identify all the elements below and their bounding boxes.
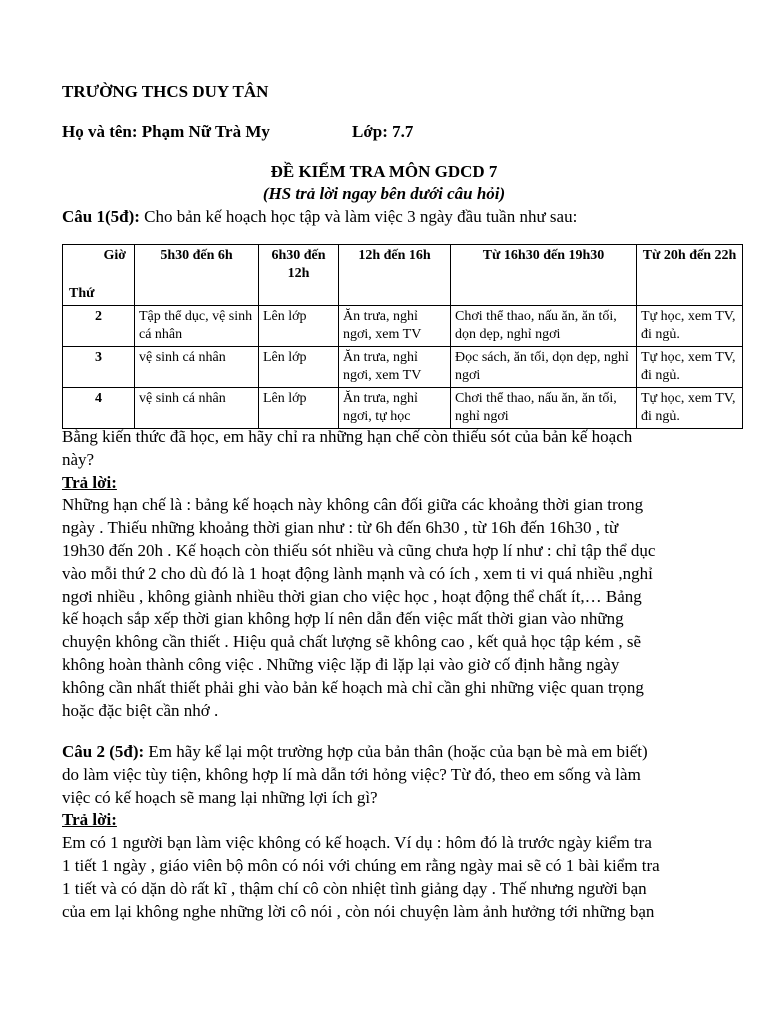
day-cell: 2 xyxy=(63,306,135,347)
answer-line: không hoàn thành công việc . Những việc lặp đi lặp lại vào giờ cố định hằng ngày xyxy=(62,654,620,674)
answer-line: ngơi nhiều , không giành nhiều thời gian cho việc học , hoạt động thể chất ít,… Bảng xyxy=(62,586,642,606)
answer-line: hoặc đặc biệt cần nhớ . xyxy=(62,700,219,720)
question-2 xyxy=(62,741,722,923)
table-cell: Tự học, xem TV, đi ngủ. xyxy=(637,388,743,429)
table-cell: Lên lớp xyxy=(259,388,339,429)
student-name: Họ và tên: Phạm Nữ Trà My xyxy=(62,122,270,141)
answer-line: chuyện không cần thiết . Hiệu quả chất lượng sẽ không cao , kết quả học tập kém , sẽ xyxy=(62,632,642,652)
answer-line: Em có 1 người bạn làm việc không có kế hoạch. Ví dụ : hôm đó là trước ngày kiểm tra xyxy=(62,833,652,853)
question-1-text: Cho bản kế hoạch học tập và làm việc 3 ngày đầu tuần như sau: xyxy=(139,207,578,226)
corner-day-label: Thứ xyxy=(69,286,95,301)
school-name: TRƯỜNG THCS DUY TÂN xyxy=(62,82,269,101)
answer-line: vào mỗi thứ 2 cho dù đó là 1 hoạt động lành mạnh và có ích , xem ti vi quá nhiều ,nghỉ xyxy=(62,563,653,583)
student-class: Lớp: 7.7 xyxy=(352,122,414,141)
table-cell: Chơi thể thao, nấu ăn, ăn tối, dọn dẹp, nghỉ ngơi xyxy=(451,306,637,347)
day-cell: 4 xyxy=(63,388,135,429)
day-cell: 3 xyxy=(63,347,135,388)
answer-line: 1 tiết 1 ngày , giáo viên bộ môn có nói với chúng em rằng ngày mai sẽ có 1 bài kiểm tra xyxy=(62,855,660,875)
answer-line: ngày . Thiếu những khoảng thời gian như : từ 6h đến 6h30 , từ 16h đến 16h30 , từ xyxy=(62,518,619,538)
table-row xyxy=(63,306,743,347)
answer-line: không cần nhất thiết phải ghi vào bản kế hoạch mà chỉ cần ghi những việc quan trọng xyxy=(62,677,644,697)
schedule-table xyxy=(62,244,743,429)
answer-line: 1 tiết và có dặn dò rất kĩ , thậm chí cô còn nhiệt tình giảng dạy . Thế nhưng người bạn xyxy=(62,878,647,898)
question-2-line xyxy=(62,741,722,764)
column-header: 6h30 đến 12h xyxy=(259,245,339,306)
column-header: Từ 20h đến 22h xyxy=(637,245,743,306)
exam-subtitle: (HS trả lời ngay bên dưới câu hỏi) xyxy=(262,184,506,203)
table-cell: Lên lớp xyxy=(259,306,339,347)
table-header-row xyxy=(63,245,743,306)
column-header: Từ 16h30 đến 19h30 xyxy=(451,245,637,306)
prompt-line: Bằng kiến thức đã học, em hãy chỉ ra những hạn chế còn thiếu sót của bản kế hoạch xyxy=(62,427,633,446)
exam-title: ĐỀ KIỂM TRA MÔN GDCD 7 xyxy=(270,162,498,181)
answer-line: 19h30 đến 20h . Kế hoạch còn thiếu sót nhiều và cũng chưa hợp lí như : chỉ tập thể dục xyxy=(62,540,656,560)
table-cell: Tự học, xem TV, đi ngủ. xyxy=(637,347,743,388)
question-1-prompt xyxy=(62,426,722,722)
answer-line: kế hoạch sắp xếp thời gian không hợp lí nên dẫn đến việc mất thời gian vào những xyxy=(62,609,624,629)
table-cell: Tập thể dục, vệ sinh cá nhân xyxy=(135,306,259,347)
question-1 xyxy=(62,207,577,227)
question-2-text: Em hãy kể lại một trường hợp của bản thân (hoặc của bạn bè mà em biết) xyxy=(144,742,648,761)
column-header: 5h30 đến 6h xyxy=(135,245,259,306)
answer-line: của em lại không nghe những lời cô nói , còn nói chuyện làm ảnh hưởng tới những bạn xyxy=(62,901,655,921)
table-row xyxy=(63,388,743,429)
corner-time-label: Giờ xyxy=(103,248,126,263)
column-header: 12h đến 16h xyxy=(339,245,451,306)
table-row xyxy=(63,347,743,388)
table-cell: Chơi thể thao, nấu ăn, ăn tối, nghỉ ngơi xyxy=(451,388,637,429)
question-2-line: do làm việc tùy tiện, không hợp lí mà dẫn tới hỏng việc? Từ đó, theo em sống và làm xyxy=(62,764,641,784)
table-cell: vệ sinh cá nhân xyxy=(135,388,259,429)
table-cell: Đọc sách, ăn tối, dọn dẹp, nghỉ ngơi xyxy=(451,347,637,388)
table-cell: vệ sinh cá nhân xyxy=(135,347,259,388)
table-cell: Lên lớp xyxy=(259,347,339,388)
table-corner-cell xyxy=(63,245,135,306)
answer-line: Những hạn chế là : bảng kế hoạch này không cân đối giữa các khoảng thời gian trong xyxy=(62,495,644,515)
table-cell: Ăn trưa, nghỉ ngơi, xem TV xyxy=(339,347,451,388)
table-cell: Tự học, xem TV, đi ngủ. xyxy=(637,306,743,347)
question-2-label: Câu 2 (5đ): xyxy=(62,742,145,761)
answer-1-label: Trả lời: xyxy=(62,472,117,492)
question-2-line: việc có kế hoạch sẽ mang lại những lợi ích gì? xyxy=(62,787,378,807)
table-cell: Ăn trưa, nghỉ ngơi, xem TV xyxy=(339,306,451,347)
answer-2-label: Trả lời: xyxy=(62,810,117,830)
prompt-line: này? xyxy=(62,449,95,469)
student-info-line xyxy=(62,122,414,142)
table-cell: Ăn trưa, nghỉ ngơi, tự học xyxy=(339,388,451,429)
question-1-label: Câu 1(5đ): xyxy=(62,207,140,226)
